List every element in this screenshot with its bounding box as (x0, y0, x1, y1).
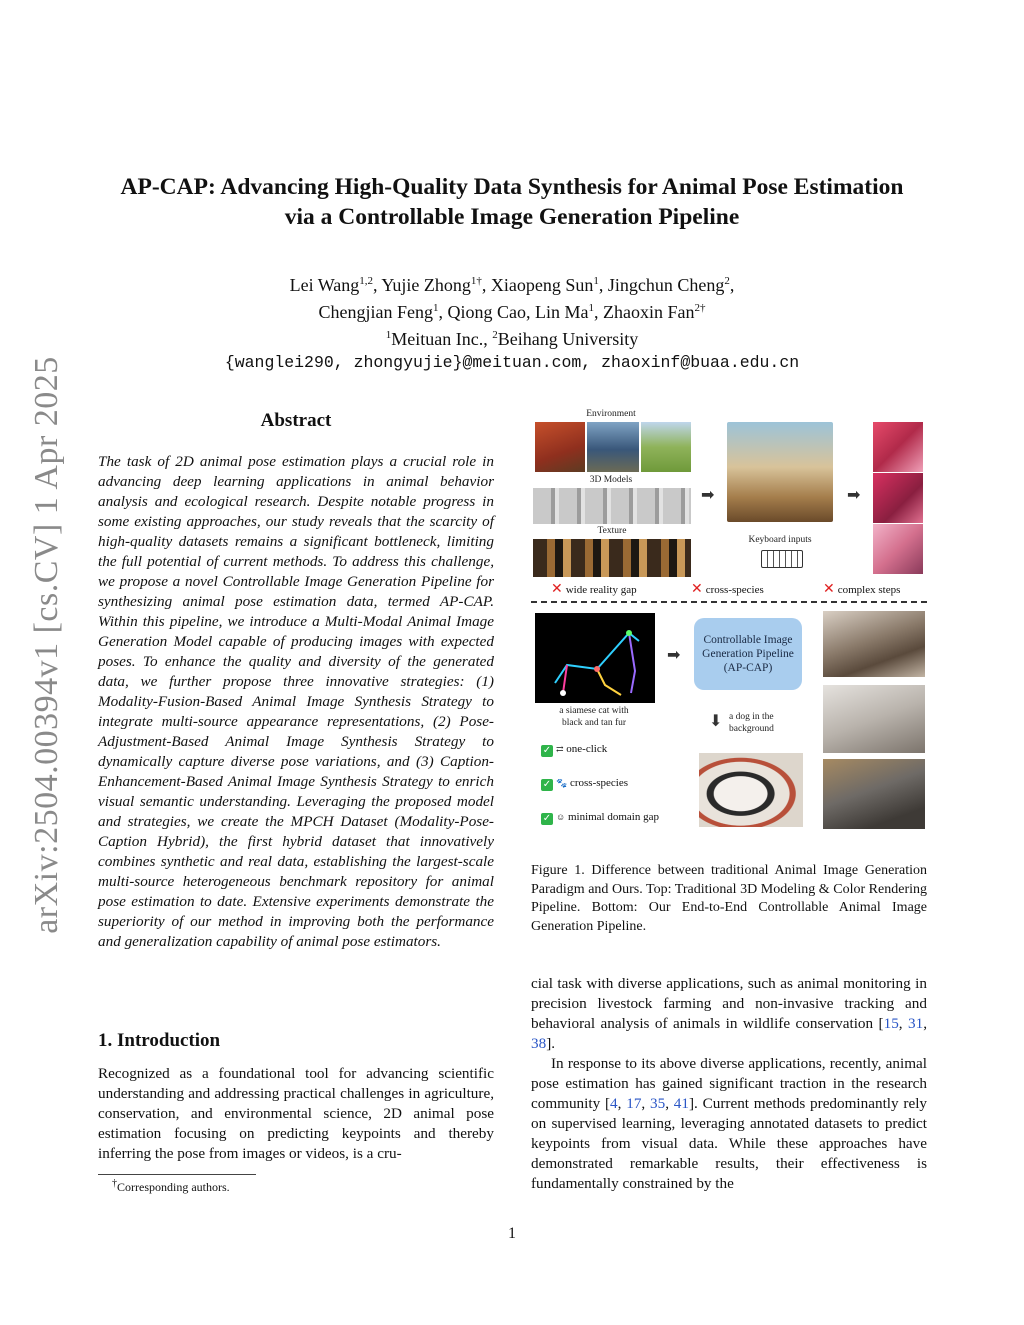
prompt-line: a dog in the (729, 712, 774, 722)
environment-photo-lake (587, 422, 639, 472)
pipeline-box-line: Controllable Image (703, 634, 793, 646)
abstract-body: The task of 2D animal pose estimation plays a crucial role in advancing deep learning applications in animal behavior analysis and ecological research. Despite notable progress in some existing approaches, our study reveals that the scarcity of high-quality datasets remains a significant bottleneck, limiting the full potential of current methods. To address this challenge, we propose a novel Controllable Image Generation Pipeline for synthesizing animal pose estimation data, termed AP-CAP. Within this pipeline, we introduce a Multi-Modal Animal Image Generation Model capable of producing images with expected poses. To enhance the quality and diversity of the generated data, we further propose three innovative strategies: (1) Modality-Fusion-Based Animal Image Synthesis Strategy to integrate multi-source appearance representations, (2) Pose-Adjustment-Based Animal Image Synthesis Strategy to dynamically capture diverse pose variations, and (3) Caption-Enhancement-Based Animal Image Synthesis Strategy to enrich visual semantic understanding. Leveraging the proposed model and strategies, we create the MPCH Dataset (Modality-Pose-Caption Hybrid), the first hybrid dataset that innovatively combines synthetic and real data, establishing the largest-scale multi-source heterogeneous benchmark repository for animal pose estimation to date. Extensive experiments demonstrate the superiority of our method in improving both the performance and generalization capability of animal pose estimators. (98, 453, 494, 950)
author-sep: , (373, 275, 382, 295)
con-label: cross-species (705, 584, 764, 596)
arrow-right-icon: ➡ (667, 645, 681, 664)
footnote-text: Corresponding authors. (117, 1180, 230, 1194)
figure-caption: Figure 1. Difference between traditional Animal Image Generation Paradigm and Ours. Top: Traditional 3D Modeling & Color Rendering Pipeline. Bottom: Our End-to-End Controllable Animal Image Generation Pipeline. (531, 863, 927, 934)
generated-cat-spotted (699, 753, 803, 827)
keyboard-icon (761, 550, 803, 568)
pro-item (541, 743, 607, 757)
generated-cat-2 (823, 685, 925, 753)
paragraph-text: ]. (546, 1035, 556, 1052)
arxiv-sidebar (28, 356, 65, 934)
pro-label: one-click (566, 743, 608, 755)
footnote-rule (98, 1174, 256, 1175)
citation-link[interactable]: 38 (531, 1035, 547, 1052)
author-sup: 1 (593, 275, 599, 287)
pro-label: cross-species (569, 777, 629, 789)
pro-item (541, 777, 628, 791)
author-sup: 2 (724, 275, 730, 287)
affiliation-1: Meituan Inc., (391, 329, 493, 349)
prompt-line: background (729, 724, 774, 734)
figure-1 (531, 405, 927, 835)
generated-cat-3 (823, 759, 925, 829)
cross-icon: ✕ (691, 581, 703, 597)
cross-icon: ✕ (823, 581, 835, 597)
affil-sup: 2 (492, 329, 498, 341)
author-name: Jingchun Cheng (607, 275, 725, 295)
citation-link[interactable]: 17 (626, 1095, 642, 1112)
author-name: Yujie Zhong (381, 275, 471, 295)
label-environment: Environment (586, 409, 636, 419)
footnote (112, 1178, 230, 1195)
arrow-right-icon: ➡ (847, 485, 861, 504)
paragraph-text: ]. Current methods predominantly rely on supervised learning, leveraging annotated datasets to predict keypoints from visual data. While these approaches have demonstrated remarkable results, their effectiveness is fundamentally constrained by the (531, 1095, 928, 1192)
affil-sup: 1 (385, 329, 392, 341)
environment-photo-meadow (641, 422, 691, 472)
smile-icon: ☺ (556, 812, 566, 822)
paragraph-text: cial task with diverse applications, such as animal monitoring in precision livestock farming and non-invasive tracking and behavioral analysis of animals in wildlife conservation [ (531, 975, 927, 1032)
author-block (90, 270, 934, 374)
citation-link[interactable]: 41 (673, 1095, 689, 1112)
title-line-2: via a Controllable Image Generation Pipeline (284, 204, 740, 230)
prompt-line: black and tan fur (561, 718, 627, 728)
author-sep: , (481, 275, 491, 295)
author-name: Qiong Cao, Lin Ma (447, 302, 589, 322)
prompt-cat (549, 705, 639, 729)
authors-line-2 (90, 297, 934, 324)
author-sep: , (598, 275, 608, 295)
rendered-output-3 (873, 524, 923, 574)
paragraph-text: In response to its above diverse applications, recently, animal pose estimation has gained significant traction in the research community [ (531, 1055, 927, 1112)
author-name: Lei Wang (289, 275, 360, 295)
footnote-mark: † (112, 1178, 117, 1189)
arrow-right-icon: ➡ (701, 485, 715, 504)
texture-strip (533, 539, 691, 577)
con-item (551, 581, 637, 597)
author-sup: 1,2 (359, 275, 374, 287)
label-keyboard: Keyboard inputs (748, 535, 812, 545)
author-sep: , (594, 302, 603, 322)
authors-line-1 (90, 270, 934, 297)
rendered-output-1 (873, 422, 923, 472)
con-item (823, 581, 900, 597)
prompt-line: a siamese cat with (559, 706, 629, 716)
generated-cat-1 (823, 611, 925, 677)
rendered-output-2 (873, 473, 923, 523)
paragraph: cial task with diverse applications, such as animal monitoring in precision livestock farming and non-invasive tracking and behavioral analysis of animals in wildlife conservation [15, 31, 38]. (531, 975, 928, 1052)
author-name: Xiaopeng Sun (490, 275, 594, 295)
citation-link[interactable]: 4 (610, 1095, 618, 1112)
citation-link[interactable]: 31 (908, 1015, 924, 1032)
author-name: Chengjian Feng (318, 302, 433, 322)
pro-label: minimal domain gap (567, 811, 659, 823)
citation-link[interactable]: 15 (883, 1015, 899, 1032)
author-name: Zhaoxin Fan (603, 302, 695, 322)
author-sep: , (729, 275, 735, 295)
3d-scene-render (727, 422, 833, 522)
pipeline-box (694, 618, 802, 690)
pipeline-box-line: (AP-CAP) (723, 662, 773, 674)
figure-divider (531, 601, 927, 603)
check-icon: ✓ (542, 745, 552, 756)
arxiv-identifier: arXiv:2504.00394v1 [cs.CV] 1 Apr 2025 (28, 356, 65, 934)
arrow-down-icon: ⬇ (709, 711, 723, 730)
cross-icon: ✕ (551, 581, 563, 597)
abstract-heading: Abstract (260, 410, 332, 431)
label-texture: Texture (597, 526, 627, 536)
3d-models-strip (533, 488, 691, 524)
author-sup: 1† (470, 275, 482, 287)
right-column-body (531, 974, 927, 1194)
citation-link[interactable]: 35 (650, 1095, 666, 1112)
author-sup: 2† (694, 302, 706, 314)
prompt-dog (729, 711, 789, 735)
check-icon: ✓ (542, 779, 552, 790)
introduction-heading: 1. Introduction (98, 1030, 221, 1051)
paper-title (90, 172, 934, 232)
affiliations (90, 324, 934, 351)
environment-photo-autumn (535, 422, 585, 472)
con-label: wide reality gap (565, 584, 637, 596)
paragraph: In response to its above diverse applications, recently, animal pose estimation has gained significant traction in the research community [4, 17, 35, 41]. Current methods predominantly rely on supervised learning, leveraging annotated datasets to predict keypoints from visual data. While these approaches have demonstrated remarkable results, their effectiveness is fundamentally constrained by the (531, 1055, 928, 1192)
title-line-1: AP-CAP: Advancing High-Quality Data Synthesis for Animal Pose Estimation (120, 174, 904, 200)
con-item (691, 581, 764, 597)
author-sup: 1 (588, 302, 594, 314)
page-number: 1 (508, 1225, 516, 1242)
author-emails[interactable]: {wanglei290, zhongyujie}@meituan.com, zhaoxinf@buaa.edu.cn (224, 353, 800, 372)
pro-item (541, 811, 659, 825)
author-sep: , (438, 302, 448, 322)
introduction-body: Recognized as a foundational tool for advancing scientific understanding and addressing practical challenges in agriculture, conservation, and environmental science, 2D animal pose estimation focusing on predicting keypoints and thereby inferring the pose from images or videos, is a cru- (98, 1065, 494, 1162)
animal-icon: 🐾 (556, 778, 568, 788)
pose-skeleton-image (535, 613, 655, 703)
pipeline-box-line: Generation Pipeline (702, 648, 794, 660)
con-label: complex steps (837, 584, 901, 596)
check-icon: ✓ (542, 813, 552, 824)
label-3d-models: 3D Models (589, 475, 633, 485)
arrows-icon: ⇄ (556, 744, 564, 754)
affiliation-2: Beihang University (497, 329, 639, 349)
author-sup: 1 (433, 302, 439, 314)
